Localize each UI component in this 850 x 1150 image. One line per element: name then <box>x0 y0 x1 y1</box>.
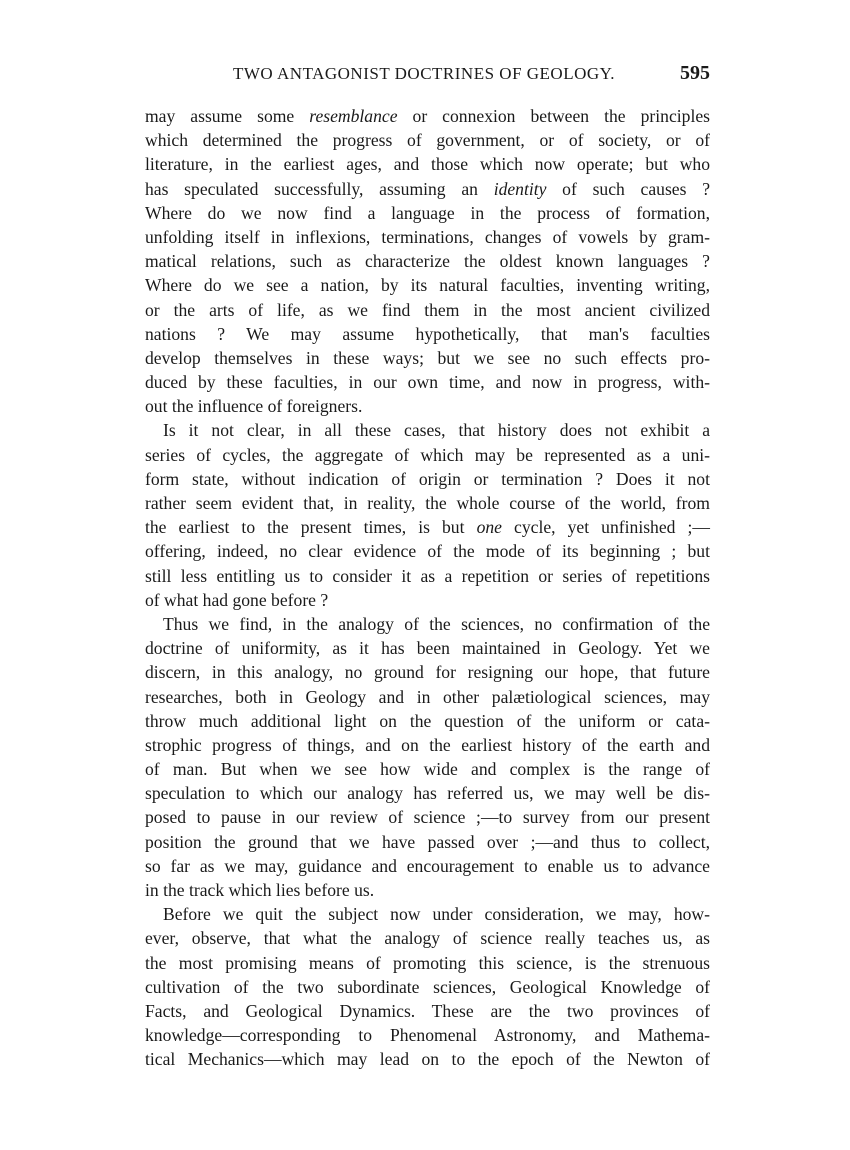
text-line <box>145 878 710 902</box>
text-line <box>145 443 710 467</box>
text-run: has speculated successfully, assuming an <box>145 178 494 199</box>
text-line <box>145 104 710 128</box>
text-line <box>145 515 710 539</box>
text-line <box>145 370 710 394</box>
text-line <box>145 177 710 201</box>
text-run: out the influence of foreigners. <box>145 396 363 417</box>
paragraph <box>145 418 710 612</box>
text-line <box>145 660 710 684</box>
italic-text: resemblance <box>309 106 398 126</box>
text-line <box>145 152 710 176</box>
text-line <box>145 394 710 418</box>
text-run: unfolding itself in inflexions, terminations, changes of vowels by gram- <box>145 226 710 247</box>
text-run: duced by these faculties, in our own time, and now in progress, with- <box>145 372 710 393</box>
text-line <box>145 467 710 491</box>
text-line <box>145 951 710 975</box>
text-run: researches, both in Geology and in other palætiological sciences, may <box>145 686 710 707</box>
text-line <box>145 1023 710 1047</box>
text-run: in the track which lies before us. <box>145 880 375 900</box>
text-line <box>145 418 710 442</box>
text-run: cultivation of the two subordinate sciences, Geological Knowledge of <box>145 976 710 997</box>
text-run: or connexion between the principles <box>397 106 710 126</box>
text-line <box>145 346 710 370</box>
page-number: 595 <box>680 62 710 84</box>
text-line <box>145 999 710 1023</box>
text-line <box>145 975 710 999</box>
text-run: tical Mechanics—which may lead on to the epoch of the Newton of <box>145 1049 710 1070</box>
text-line <box>145 322 710 346</box>
text-run: posed to pause in our review of science ;—to survey from our present <box>145 807 710 828</box>
text-line <box>145 781 710 805</box>
text-line <box>145 491 710 515</box>
text-run: which determined the progress of government, or of society, or of <box>145 130 710 151</box>
paragraph <box>145 902 710 1071</box>
text-line <box>145 298 710 322</box>
text-line <box>145 564 710 588</box>
text-run: offering, indeed, no clear evidence of the mode of its beginning ; but <box>145 541 710 562</box>
text-run: form state, without indication of origin or termination ? Does it not <box>145 468 710 489</box>
text-line <box>145 612 710 636</box>
text-line <box>145 539 710 563</box>
text-line <box>145 926 710 950</box>
italic-text: identity <box>493 178 547 199</box>
text-line <box>145 685 710 709</box>
paragraph <box>145 612 710 902</box>
text-run: nations ? We may assume hypothetically, that man's faculties <box>145 323 710 344</box>
text-run: speculation to which our analogy has referred us, we may well be dis- <box>145 783 710 804</box>
text-run: or the arts of life, as we find them in the most ancient civilized <box>145 299 710 320</box>
text-run: rather seem evident that, in reality, the whole course of the world, from <box>145 493 710 513</box>
running-title: TWO ANTAGONIST DOCTRINES OF GEOLOGY. <box>233 64 615 83</box>
text-run: series of cycles, the aggregate of which may be represented as a uni- <box>145 444 710 465</box>
text-run: Thus we find, in the analogy of the sciences, no confirmation of the <box>163 613 710 634</box>
text-run: Where do we now find a language in the process of formation, <box>145 202 710 223</box>
text-run: discern, in this analogy, no ground for resigning our hope, that future <box>145 662 710 683</box>
text-run: Where do we see a nation, by its natural faculties, inventing writing, <box>145 275 710 296</box>
text-run: the most promising means of promoting this science, is the strenuous <box>145 952 710 973</box>
italic-text: one <box>476 517 502 538</box>
text-run: develop themselves in these ways; but we see no such effects pro- <box>145 347 710 368</box>
text-line <box>145 902 710 926</box>
text-run: so far as we may, guidance and encouragement to enable us to advance <box>145 855 710 876</box>
text-line <box>145 225 710 249</box>
text-line <box>145 273 710 297</box>
text-line <box>145 636 710 660</box>
text-line <box>145 830 710 854</box>
text-line <box>145 128 710 152</box>
text-run: literature, in the earliest ages, and those which now operate; but who <box>145 154 710 175</box>
text-line <box>145 733 710 757</box>
text-line <box>145 757 710 781</box>
text-run: Before we quit the subject now under consideration, we may, how- <box>163 904 710 925</box>
text-run: may assume some <box>145 106 310 126</box>
text-run: still less entitling us to consider it as a repetition or series of repetitions <box>145 565 710 586</box>
text-run: strophic progress of things, and on the earliest history of the earth and <box>145 734 710 755</box>
text-line <box>145 201 710 225</box>
text-run: doctrine of uniformity, as it has been maintained in Geology. Yet we <box>145 638 710 659</box>
text-run: throw much additional light on the question of the uniform or cata- <box>145 710 710 731</box>
text-run: of man. But when we see how wide and complex is the range of <box>145 759 710 780</box>
text-line <box>145 709 710 733</box>
text-run: position the ground that we have passed over ;—and thus to collect, <box>145 831 710 852</box>
text-line <box>145 249 710 273</box>
text-run: ever, observe, that what the analogy of science really teaches us, as <box>145 928 710 949</box>
text-run: of what had gone before ? <box>145 589 329 610</box>
text-run: cycle, yet unfinished ;— <box>501 517 711 538</box>
text-line <box>145 1047 710 1071</box>
text-line <box>145 588 710 612</box>
text-line <box>145 854 710 878</box>
text-run: the earliest to the present times, is but <box>145 517 477 538</box>
body-text <box>145 104 710 1072</box>
running-head <box>145 62 710 90</box>
text-run: knowledge—corresponding to Phenomenal Astronomy, and Mathema- <box>145 1025 710 1046</box>
text-run: of such causes ? <box>546 178 711 199</box>
text-run: Is it not clear, in all these cases, that history does not exhibit a <box>163 420 710 441</box>
paragraph <box>145 104 710 418</box>
text-run: Facts, and Geological Dynamics. These are the two provinces of <box>145 1000 710 1021</box>
text-line <box>145 805 710 829</box>
text-run: matical relations, such as characterize the oldest known languages ? <box>145 251 710 272</box>
